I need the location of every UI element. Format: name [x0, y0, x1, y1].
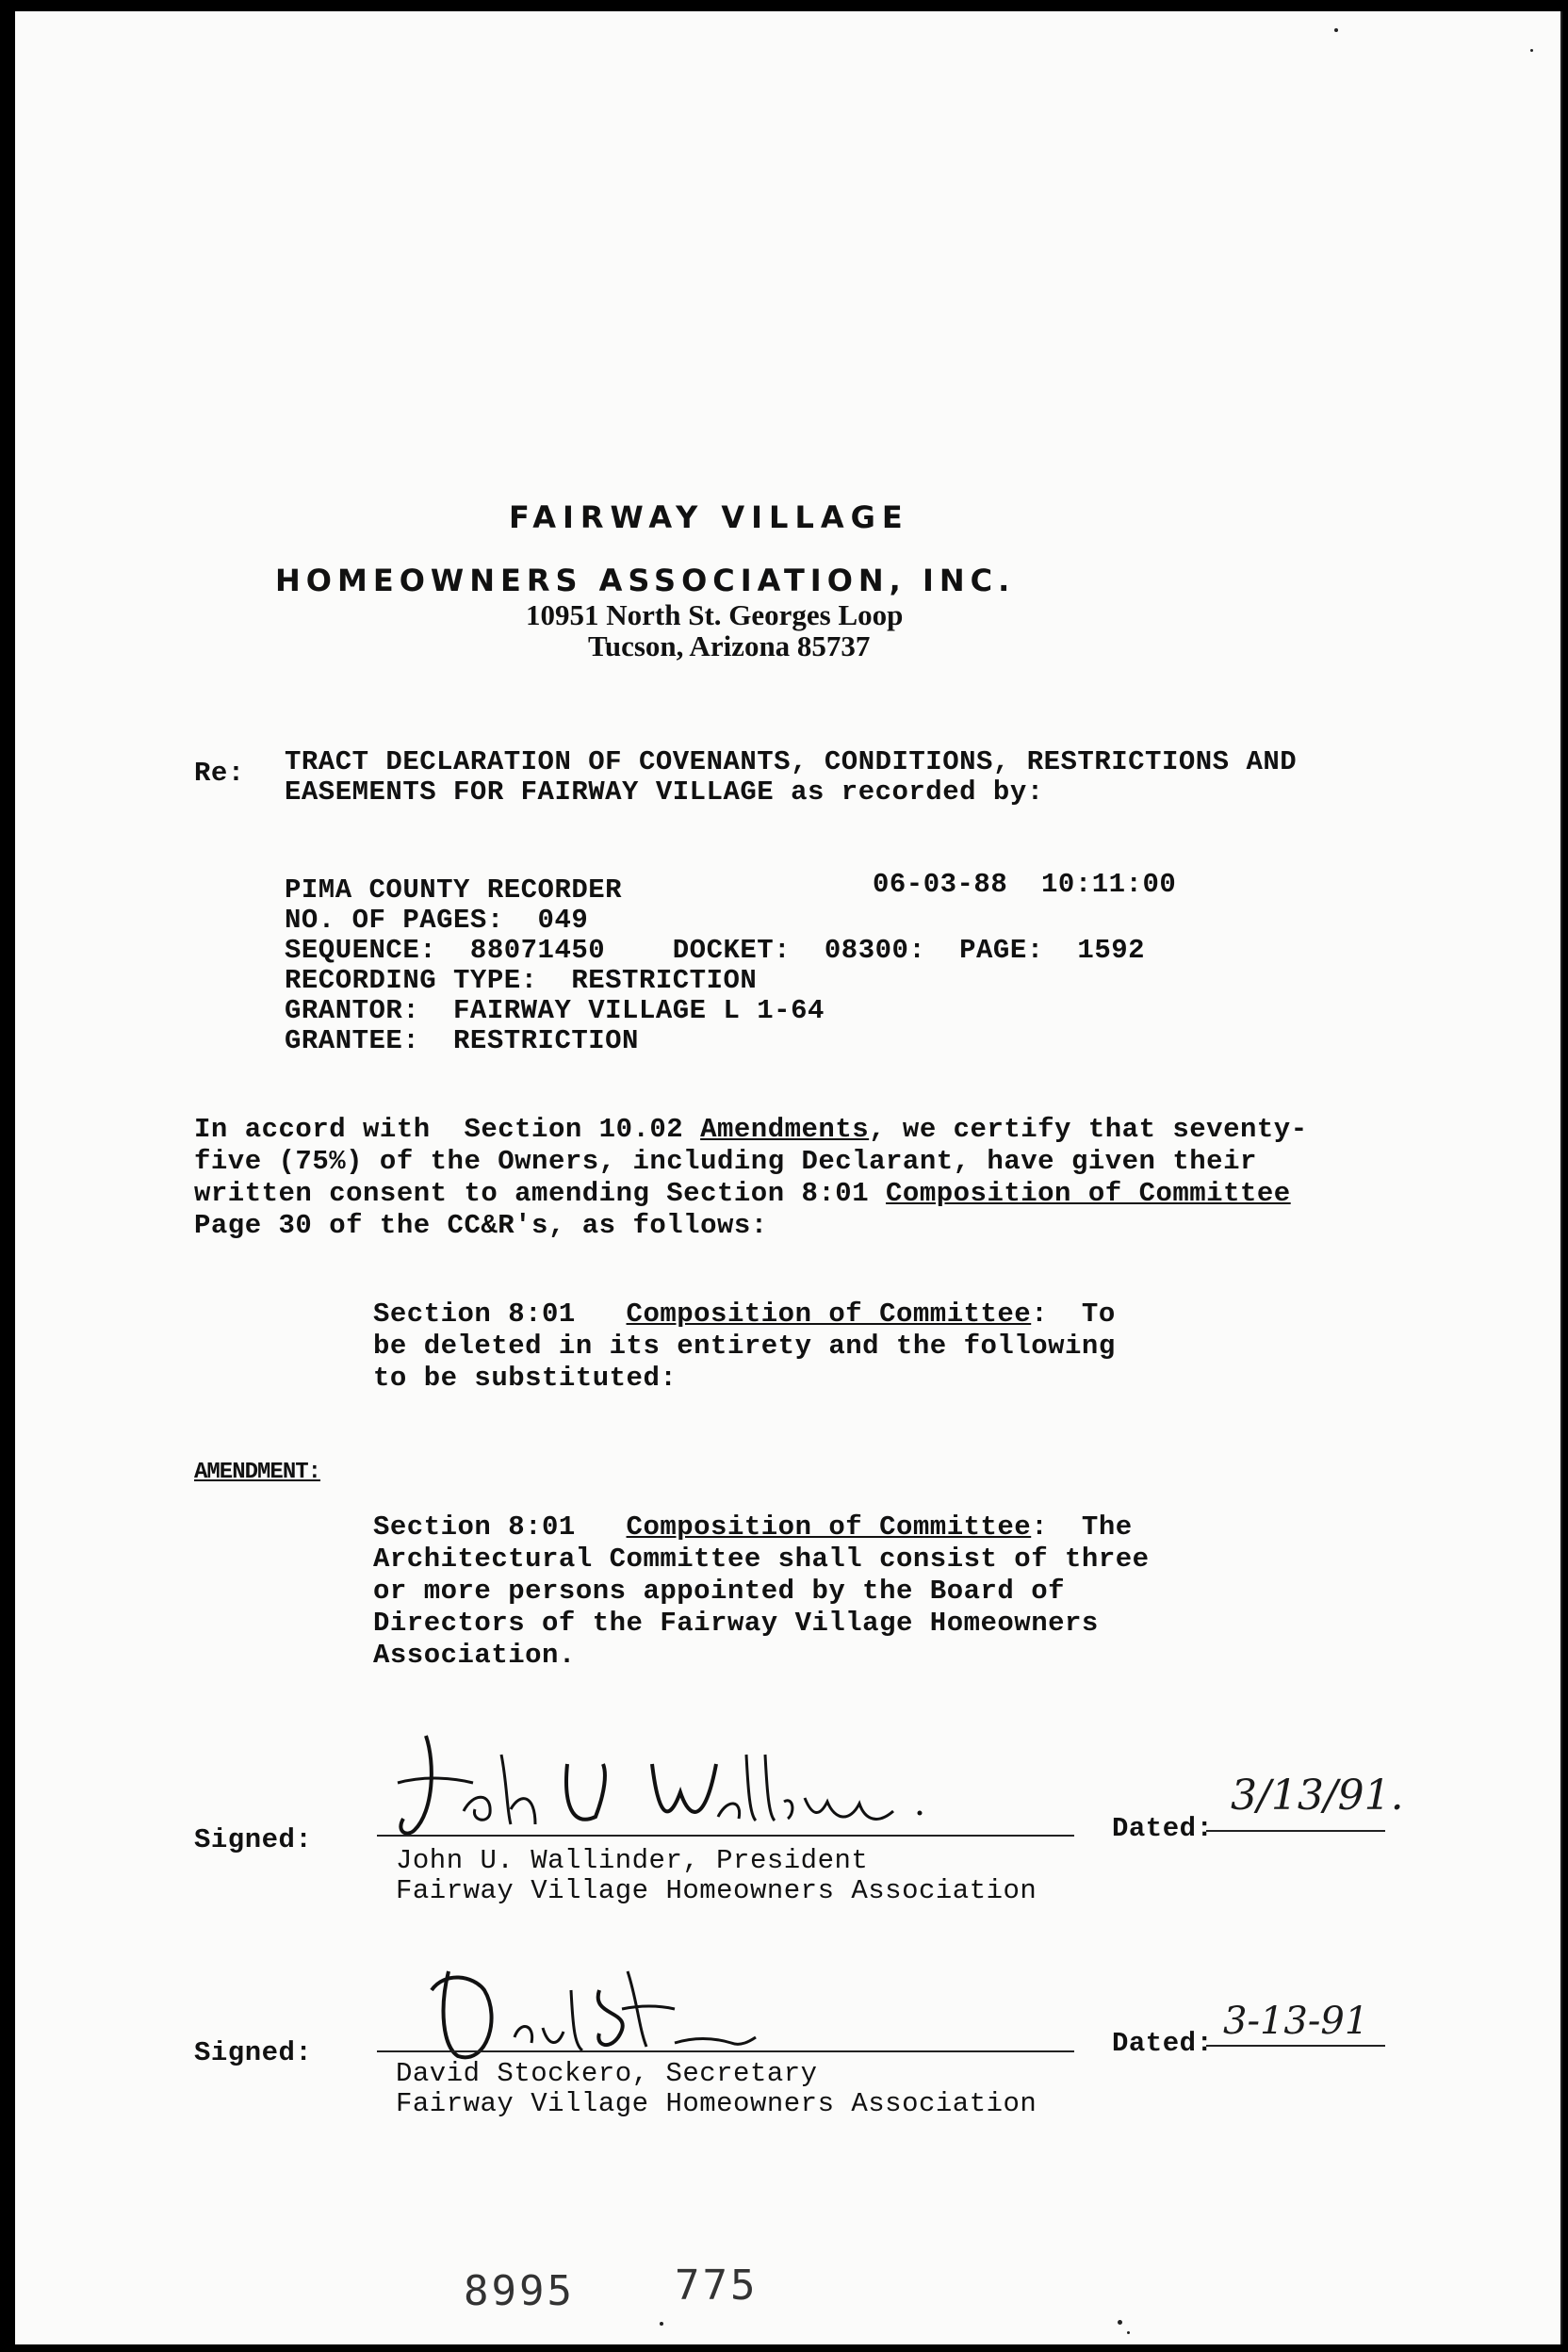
- body-line1: In accord with Section 10.02 Amendments, we certify that seventy-: [194, 1114, 1308, 1145]
- amendment-heading: AMENDMENT:: [194, 1460, 321, 1485]
- body-line4: Page 30 of the CC&R's, as follows:: [194, 1210, 768, 1241]
- dated-label-2: Dated:: [1112, 2028, 1214, 2059]
- amendment-line3: or more persons appointed by the Board of: [373, 1576, 1066, 1607]
- org-title-line2: HOMEOWNERS ASSOCIATION, INC.: [275, 563, 1016, 598]
- signature-secretary: [411, 1952, 769, 2075]
- amendment-line2: Architectural Committee shall consist of three: [373, 1544, 1150, 1575]
- scan-speck: [1127, 2331, 1130, 2334]
- composition-term: Composition of Committee: [886, 1178, 1291, 1209]
- dated-label-1: Dated:: [1112, 1813, 1214, 1844]
- signer-1-name-title: John U. Wallinder, President: [396, 1845, 869, 1876]
- recording-type: RECORDING TYPE: RESTRICTION: [285, 965, 758, 996]
- date-2-handwritten: 3-13-91: [1223, 2000, 1369, 2043]
- sequence-docket-page: SEQUENCE: 88071450 DOCKET: 08300: PAGE: 1592: [285, 935, 1146, 966]
- re-line2: EASEMENTS FOR FAIRWAY VILLAGE as recorded by:: [285, 776, 1044, 808]
- date-line-2: [1206, 2045, 1385, 2047]
- signed-label-1: Signed:: [194, 1824, 313, 1855]
- footer-number-2: 775: [675, 2262, 759, 2310]
- address-line2: Tucson, Arizona 85737: [588, 629, 871, 662]
- amendments-term: Amendments: [700, 1114, 870, 1145]
- body-line3: written consent to amending Section 8:01 Composition of Committee: [194, 1178, 1291, 1209]
- recorded-datetime: 06-03-88 10:11:00: [873, 869, 1177, 900]
- signed-label-2: Signed:: [194, 2037, 313, 2068]
- delete-section-line2: be deleted in its entirety and the following: [373, 1331, 1116, 1362]
- document-page: [15, 11, 1562, 2344]
- recorder-name: PIMA COUNTY RECORDER: [285, 874, 623, 906]
- scan-speck: [660, 2322, 663, 2326]
- re-line1: TRACT DECLARATION OF COVENANTS, CONDITIONS, RESTRICTIONS AND: [285, 746, 1298, 777]
- grantor: GRANTOR: FAIRWAY VILLAGE L 1-64: [285, 995, 825, 1026]
- scan-speck: [1334, 28, 1338, 32]
- amendment-line4: Directors of the Fairway Village Homeowners: [373, 1608, 1099, 1639]
- grantee: GRANTEE: RESTRICTION: [285, 1025, 639, 1056]
- signer-1-org: Fairway Village Homeowners Association: [396, 1875, 1037, 1906]
- delete-section-line1: Section 8:01 Composition of Committee: To: [373, 1298, 1116, 1330]
- scan-speck: [1118, 2320, 1122, 2325]
- amendment-line1: Section 8:01 Composition of Committee: The: [373, 1511, 1133, 1543]
- amendment-line5: Association.: [373, 1640, 576, 1671]
- signer-2-org: Fairway Village Homeowners Association: [396, 2088, 1037, 2119]
- signature-president: [369, 1726, 954, 1849]
- body-line2: five (75%) of the Owners, including Declarant, have given their: [194, 1146, 1257, 1177]
- signature-line-2: [377, 2050, 1074, 2052]
- org-title-line1: FAIRWAY VILLAGE: [509, 499, 909, 535]
- scan-speck: [1530, 49, 1533, 52]
- delete-section-line3: to be substituted:: [373, 1363, 678, 1394]
- date-1-handwritten: 3/13/91.: [1231, 1772, 1404, 1820]
- number-of-pages: NO. OF PAGES: 049: [285, 905, 589, 936]
- date-line-1: [1206, 1830, 1385, 1832]
- signature-line-1: [377, 1835, 1074, 1837]
- signer-2-name-title: David Stockero, Secretary: [396, 2058, 818, 2089]
- address-line1: 10951 North St. Georges Loop: [526, 598, 904, 631]
- re-label: Re:: [194, 758, 245, 789]
- footer-number-1: 8995: [464, 2267, 575, 2315]
